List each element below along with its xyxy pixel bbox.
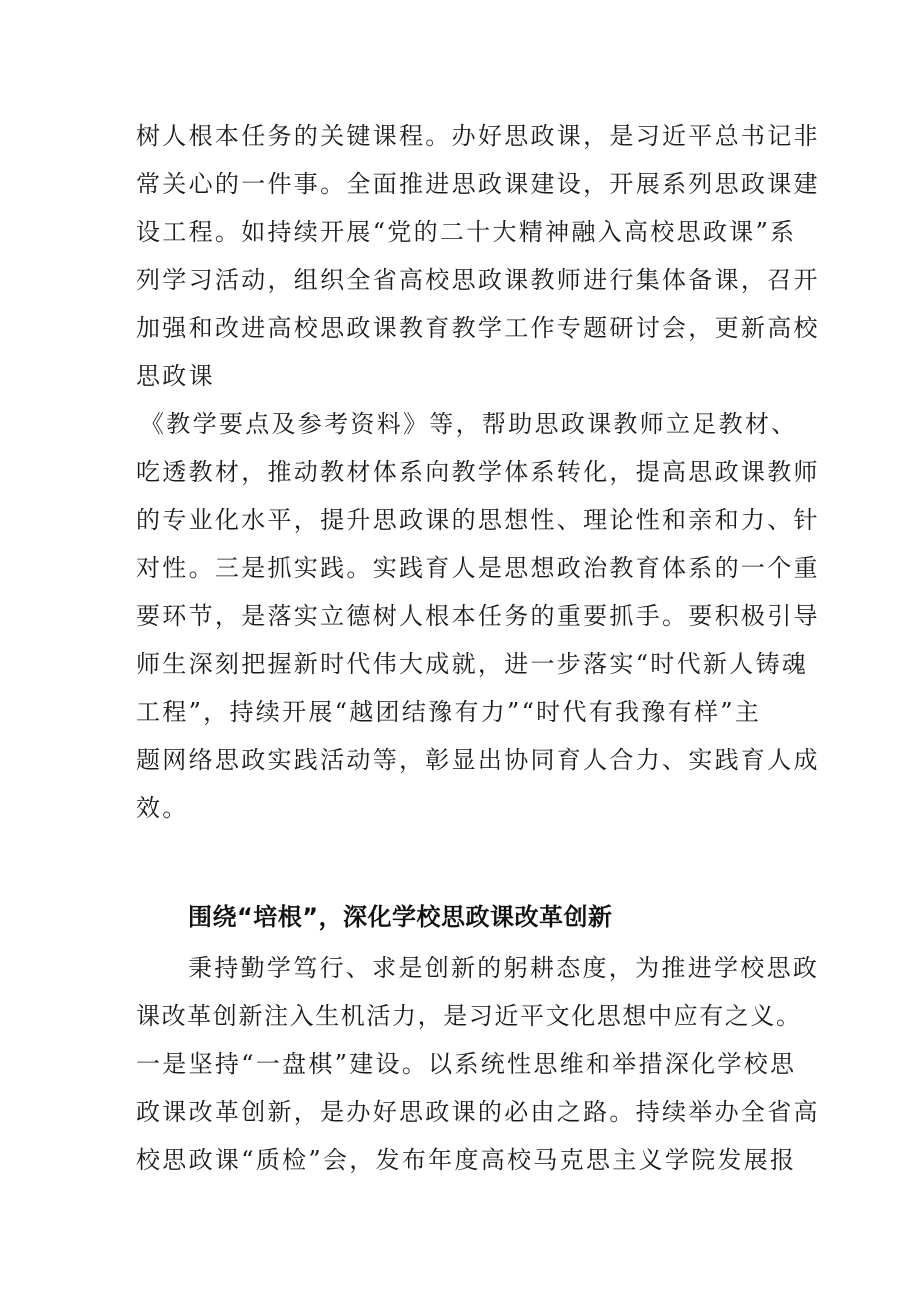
paragraph-1-line-2: 常关心的一件事。全面推进思政课建设，开展系列思政课建 <box>136 170 820 198</box>
paragraph-2-line-5: 要环节，是落实立德树人根本任务的重要抓手。要积极引导 <box>136 602 820 630</box>
paragraph-1-line-5: 加强和改进高校思政课教育教学工作专题研讨会，更新高校 <box>136 314 820 342</box>
paragraph-2-line-7: 工程”，持续开展“越团结豫有力”“时代有我豫有样”主 <box>136 698 762 726</box>
paragraph-2-line-6: 师生深刻把握新时代伟大成就，进一步落实“时代新人铸魂 <box>136 650 809 678</box>
paragraph-2-line-8: 题网络思政实践活动等，彰显出协同育人合力、实践育人成 <box>136 746 820 774</box>
paragraph-1-line-3: 设工程。如持续开展“党的二十大精神融入高校思政课”系 <box>136 218 797 246</box>
section-line-4: 政课改革创新，是办好思政课的必由之路。持续举办全省高 <box>136 1098 820 1126</box>
section-line-5: 校思政课“质检”会，发布年度高校马克思主义学院发展报 <box>136 1146 797 1174</box>
paragraph-1-line-4: 列学习活动，组织全省高校思政课教师进行集体备课，召开 <box>136 266 820 294</box>
paragraph-2-line-2: 吃透教材，推动教材体系向教学体系转化，提高思政课教师 <box>136 458 820 486</box>
paragraph-1-line-1: 树人根本任务的关键课程。办好思政课，是习近平总书记非 <box>136 122 820 150</box>
paragraph-1-line-6: 思政课 <box>136 362 215 390</box>
paragraph-2-line-4: 对性。三是抓实践。实践育人是思想政治教育体系的一个重 <box>136 554 820 582</box>
section-line-2: 课改革创新注入生机活力，是习近平文化思想中应有之义。 <box>136 1002 802 1030</box>
paragraph-2-line-1: 《教学要点及参考资料》等，帮助思政课教师立足教材、 <box>140 410 798 438</box>
paragraph-2-line-3: 的专业化水平，提升思政课的思想性、理论性和亲和力、针 <box>136 506 820 534</box>
section-line-1: 秉持勤学笃行、求是创新的躬耕态度，为推进学校思政 <box>188 954 820 982</box>
section-line-3: 一是坚持“一盘棋”建设。以系统性思维和举措深化学校思 <box>136 1050 797 1078</box>
section-heading: 围绕“培根”，深化学校思政课改革创新 <box>188 903 613 931</box>
paragraph-2-line-9: 效。 <box>136 794 189 822</box>
